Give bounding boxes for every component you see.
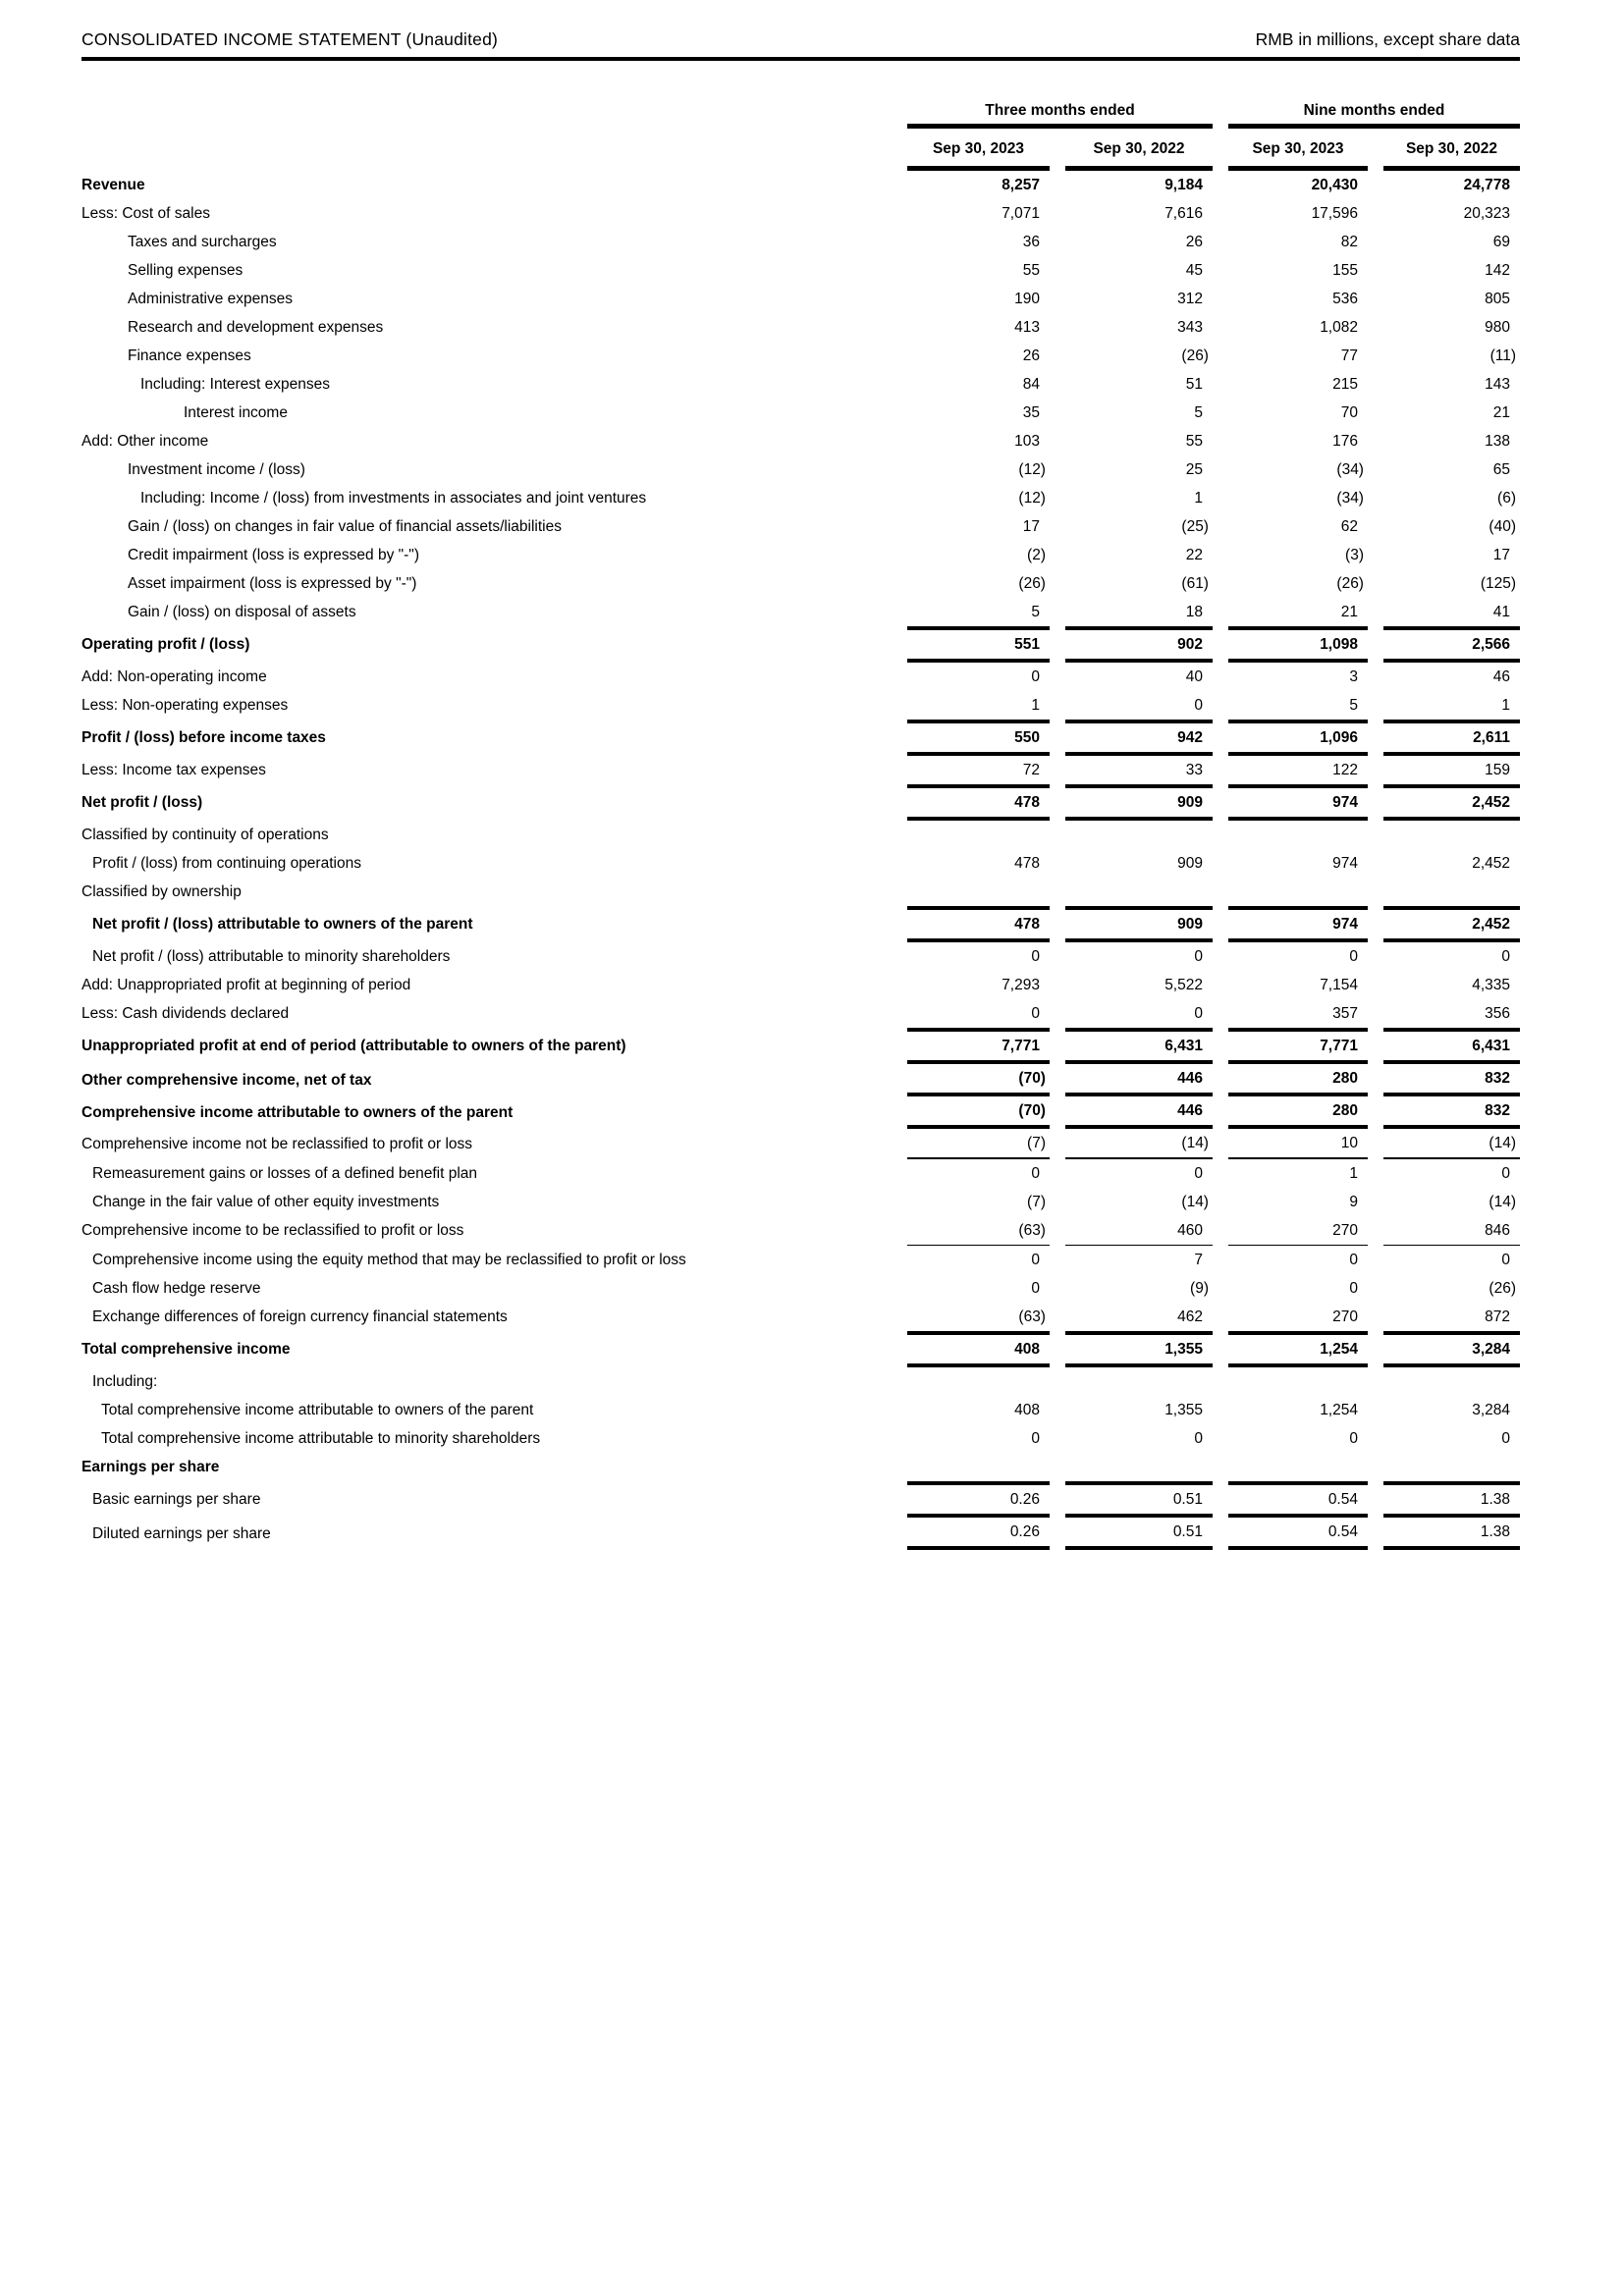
value-cell: 0: [1194, 1429, 1203, 1447]
value-cell: 872: [1485, 1308, 1510, 1325]
table-row: [81, 399, 1520, 427]
value-cell: 65: [1492, 460, 1510, 478]
value-cell: 35: [1022, 403, 1040, 421]
row-label: Total comprehensive income attributable to minority shareholders: [101, 1429, 541, 1447]
value-cell: 7: [1194, 1251, 1203, 1268]
value-cell: 5: [1194, 403, 1203, 421]
column-header-three-months-2023: Sep 30, 2023: [907, 129, 1050, 171]
value-cell: 0: [1501, 1251, 1510, 1268]
value-cell: 408: [1014, 1401, 1040, 1418]
row-label: Less: Non-operating expenses: [81, 696, 289, 714]
value-cell: 21: [1340, 603, 1358, 620]
value-cell: (26): [1336, 574, 1364, 592]
row-label: Credit impairment (loss is expressed by "-"): [128, 546, 419, 563]
value-cell: 413: [1014, 318, 1040, 336]
value-cell: 33: [1185, 761, 1203, 778]
value-cell: 909: [1065, 784, 1213, 821]
value-cell: (26): [1181, 347, 1209, 364]
table-row: [81, 942, 1520, 971]
table-row: [81, 1396, 1520, 1424]
value-cell: 832: [1383, 1096, 1520, 1129]
value-cell: 72: [1022, 761, 1040, 778]
table-row: [81, 1188, 1520, 1216]
value-cell: (9): [1190, 1279, 1209, 1297]
table-row: [81, 1216, 1520, 1246]
row-label: Selling expenses: [128, 261, 244, 279]
value-cell: 82: [1340, 233, 1358, 250]
value-cell: 980: [1485, 318, 1510, 336]
column-header-nine-months-2023: Sep 30, 2023: [1228, 129, 1368, 171]
row-label: Including: Interest expenses: [140, 375, 331, 393]
income-statement-table-wrap: [66, 94, 1536, 1550]
value-cell: 155: [1332, 261, 1358, 279]
value-cell: 3,284: [1472, 1401, 1510, 1418]
value-cell: 942: [1065, 720, 1213, 756]
value-cell: 122: [1332, 761, 1358, 778]
row-label: Including: Income / (loss) from investments in associates and joint ventures: [140, 489, 647, 507]
value-cell: 138: [1485, 432, 1510, 450]
row-label: Taxes and surcharges: [128, 233, 277, 250]
row-label: Comprehensive income not be reclassified to profit or loss: [81, 1135, 473, 1152]
value-cell: 7,154: [1320, 976, 1358, 993]
value-cell: 1.38: [1383, 1518, 1520, 1550]
value-cell: 408: [907, 1331, 1050, 1367]
value-cell: [1065, 878, 1213, 906]
value-cell: 7,616: [1164, 204, 1203, 222]
value-cell: 7,771: [907, 1028, 1050, 1064]
value-cell: 24,778: [1463, 176, 1510, 193]
row-label: Add: Non-operating income: [81, 667, 267, 685]
value-cell: 1.38: [1383, 1481, 1520, 1518]
row-label: Revenue: [81, 176, 145, 193]
row-label: Gain / (loss) on changes in fair value of financial assets/liabilities: [128, 517, 562, 535]
value-cell: 176: [1332, 432, 1358, 450]
row-label: Profit / (loss) before income taxes: [81, 728, 326, 746]
value-cell: 4,335: [1472, 976, 1510, 993]
column-header-row: [81, 129, 1520, 171]
empty-corner-cell: [81, 94, 892, 129]
row-label: Basic earnings per share: [92, 1490, 261, 1508]
table-row: [81, 784, 1520, 821]
table-row: [81, 971, 1520, 999]
value-cell: (3): [1345, 546, 1364, 563]
row-label: Less: Cash dividends declared: [81, 1004, 290, 1022]
value-cell: 1,355: [1164, 1401, 1203, 1418]
value-cell: 70: [1340, 403, 1358, 421]
value-cell: 0.51: [1065, 1481, 1213, 1518]
row-label: Net profit / (loss) attributable to minority shareholders: [92, 947, 451, 965]
table-row: [81, 756, 1520, 784]
column-header-three-months-2022: Sep 30, 2022: [1065, 129, 1213, 171]
value-cell: 0: [1501, 947, 1510, 965]
value-cell: 9,184: [1164, 176, 1203, 193]
value-cell: 270: [1332, 1308, 1358, 1325]
row-label: Earnings per share: [81, 1458, 220, 1475]
value-cell: (70): [907, 1064, 1050, 1096]
value-cell: 2,452: [1383, 784, 1520, 821]
value-cell: 462: [1177, 1308, 1203, 1325]
value-cell: 0: [1501, 1164, 1510, 1182]
value-cell: 0: [1031, 1251, 1040, 1268]
value-cell: [907, 821, 1050, 849]
table-row: [81, 1367, 1520, 1396]
value-cell: 446: [1065, 1064, 1213, 1096]
table-row: [81, 1159, 1520, 1188]
value-cell: 3: [1349, 667, 1358, 685]
table-row: [81, 1481, 1520, 1518]
table-row: [81, 512, 1520, 541]
value-cell: 55: [1185, 432, 1203, 450]
value-cell: 0: [1349, 947, 1358, 965]
value-cell: 846: [1383, 1216, 1520, 1246]
value-cell: 1,355: [1065, 1331, 1213, 1367]
value-cell: 0.54: [1228, 1518, 1368, 1550]
value-cell: (34): [1336, 489, 1364, 507]
column-group-row: [81, 94, 1520, 129]
value-cell: 21: [1492, 403, 1510, 421]
value-cell: (7): [907, 1129, 1050, 1159]
value-cell: 18: [1185, 603, 1203, 620]
table-row: [81, 720, 1520, 756]
table-row: [81, 1028, 1520, 1064]
row-label: Comprehensive income attributable to owners of the parent: [81, 1103, 514, 1121]
row-label: Classified by ownership: [81, 882, 242, 900]
table-row: [81, 569, 1520, 598]
value-cell: [1383, 1453, 1520, 1481]
value-cell: 0.51: [1065, 1518, 1213, 1550]
value-cell: [1383, 1367, 1520, 1396]
value-cell: 280: [1228, 1064, 1368, 1096]
value-cell: 5,522: [1164, 976, 1203, 993]
value-cell: 909: [1065, 906, 1213, 942]
value-cell: 7,071: [1001, 204, 1040, 222]
value-cell: 17: [1492, 546, 1510, 563]
value-cell: [1383, 878, 1520, 906]
column-header-nine-months-2022: Sep 30, 2022: [1383, 129, 1520, 171]
value-cell: 1: [1501, 696, 1510, 714]
row-label: Research and development expenses: [128, 318, 384, 336]
value-cell: 20,323: [1463, 204, 1510, 222]
value-cell: 0: [1194, 1004, 1203, 1022]
value-cell: 6,431: [1065, 1028, 1213, 1064]
value-cell: 22: [1185, 546, 1203, 563]
value-cell: 7,293: [1001, 976, 1040, 993]
table-row: [81, 878, 1520, 906]
row-label: Operating profit / (loss): [81, 635, 250, 653]
value-cell: 17,596: [1311, 204, 1358, 222]
value-cell: 5: [1349, 696, 1358, 714]
value-cell: 142: [1485, 261, 1510, 279]
value-cell: 0: [1031, 667, 1040, 685]
value-cell: (63): [907, 1216, 1050, 1246]
value-cell: 143: [1485, 375, 1510, 393]
value-cell: 974: [1332, 854, 1358, 872]
value-cell: (26): [1018, 574, 1046, 592]
value-cell: 40: [1185, 667, 1203, 685]
value-cell: 2,566: [1383, 626, 1520, 663]
row-label: Administrative expenses: [128, 290, 293, 307]
value-cell: 974: [1228, 906, 1368, 942]
units-note: RMB in millions, except share data: [1255, 29, 1520, 49]
table-row: [81, 849, 1520, 878]
value-cell: 1,096: [1228, 720, 1368, 756]
value-cell: [1228, 821, 1368, 849]
value-cell: 10: [1228, 1129, 1368, 1159]
row-label: Add: Unappropriated profit at beginning of period: [81, 976, 411, 993]
table-row: [81, 541, 1520, 569]
table-row: [81, 663, 1520, 691]
value-cell: [1383, 821, 1520, 849]
row-label: Gain / (loss) on disposal of assets: [128, 603, 356, 620]
row-label: Add: Other income: [81, 432, 209, 450]
row-label: Diluted earnings per share: [92, 1524, 271, 1542]
value-cell: 0: [1194, 1164, 1203, 1182]
value-cell: 0: [1194, 947, 1203, 965]
value-cell: 909: [1177, 854, 1203, 872]
value-cell: 536: [1332, 290, 1358, 307]
row-label: Interest income: [184, 403, 288, 421]
value-cell: 805: [1485, 290, 1510, 307]
value-cell: 7,771: [1228, 1028, 1368, 1064]
value-cell: 2,452: [1472, 854, 1510, 872]
row-label: Other comprehensive income, net of tax: [81, 1071, 372, 1089]
value-cell: 0: [1031, 1004, 1040, 1022]
value-cell: (26): [1489, 1279, 1516, 1297]
row-label: Net profit / (loss) attributable to owners of the parent: [92, 915, 473, 933]
value-cell: 280: [1228, 1096, 1368, 1129]
value-cell: 0: [1501, 1429, 1510, 1447]
value-cell: 46: [1492, 667, 1510, 685]
table-row: [81, 285, 1520, 313]
table-row: [81, 171, 1520, 199]
value-cell: 551: [907, 626, 1050, 663]
value-cell: 77: [1340, 347, 1358, 364]
value-cell: 1: [1031, 696, 1040, 714]
value-cell: 0: [1349, 1251, 1358, 1268]
value-cell: 20,430: [1311, 176, 1358, 193]
row-label: Total comprehensive income attributable to owners of the parent: [101, 1401, 534, 1418]
value-cell: 45: [1185, 261, 1203, 279]
row-label: Unappropriated profit at end of period (attributable to owners of the parent): [81, 1037, 626, 1054]
table-row: [81, 906, 1520, 942]
table-row: [81, 626, 1520, 663]
value-cell: 0: [1349, 1429, 1358, 1447]
table-row: [81, 342, 1520, 370]
table-row: [81, 1453, 1520, 1481]
row-label: Including:: [92, 1372, 158, 1390]
value-cell: 1,254: [1320, 1401, 1358, 1418]
table-row: [81, 821, 1520, 849]
value-cell: [1065, 1367, 1213, 1396]
value-cell: [907, 1367, 1050, 1396]
value-cell: 0: [1031, 1279, 1040, 1297]
row-label: Comprehensive income to be reclassified to profit or loss: [81, 1222, 464, 1239]
column-group-nine-months: Nine months ended: [1228, 94, 1520, 129]
value-cell: 270: [1228, 1216, 1368, 1246]
value-cell: 84: [1022, 375, 1040, 393]
table-row: [81, 1331, 1520, 1367]
row-label: Finance expenses: [128, 347, 251, 364]
table-row: [81, 370, 1520, 399]
row-label: Total comprehensive income: [81, 1340, 291, 1358]
page-title: CONSOLIDATED INCOME STATEMENT (Unaudited): [81, 29, 499, 49]
value-cell: 974: [1228, 784, 1368, 821]
value-cell: 103: [1014, 432, 1040, 450]
value-cell: 159: [1485, 761, 1510, 778]
table-row: [81, 427, 1520, 455]
value-cell: [1228, 1367, 1368, 1396]
value-cell: 1,082: [1320, 318, 1358, 336]
table-row: [81, 1518, 1520, 1550]
value-cell: (125): [1480, 574, 1516, 592]
row-label: Asset impairment (loss is expressed by "-"): [128, 574, 417, 592]
value-cell: 26: [1022, 347, 1040, 364]
value-cell: 0: [1349, 1279, 1358, 1297]
table-row: [81, 199, 1520, 228]
table-row: [81, 1064, 1520, 1096]
value-cell: 312: [1177, 290, 1203, 307]
value-cell: (7): [1027, 1193, 1046, 1210]
table-row: [81, 455, 1520, 484]
table-row: [81, 1129, 1520, 1159]
row-label: Comprehensive income using the equity method that may be reclassified to profit or loss: [92, 1251, 686, 1268]
row-label: Change in the fair value of other equity investments: [92, 1193, 440, 1210]
table-row: [81, 1424, 1520, 1453]
value-cell: 25: [1185, 460, 1203, 478]
value-cell: (70): [907, 1096, 1050, 1129]
value-cell: 0.26: [907, 1518, 1050, 1550]
value-cell: 1,254: [1228, 1331, 1368, 1367]
table-row: [81, 598, 1520, 626]
value-cell: 357: [1332, 1004, 1358, 1022]
table-row: [81, 1246, 1520, 1274]
value-cell: 1: [1349, 1164, 1358, 1182]
value-cell: 478: [907, 906, 1050, 942]
value-cell: 2,452: [1383, 906, 1520, 942]
value-cell: 478: [907, 784, 1050, 821]
value-cell: (14): [1065, 1129, 1213, 1159]
value-cell: 9: [1349, 1193, 1358, 1210]
table-row: [81, 1303, 1520, 1331]
value-cell: [907, 878, 1050, 906]
value-cell: 0: [1031, 947, 1040, 965]
row-label: Remeasurement gains or losses of a defined benefit plan: [92, 1164, 478, 1182]
value-cell: (14): [1383, 1129, 1520, 1159]
value-cell: 8,257: [1001, 176, 1040, 193]
row-label: Exchange differences of foreign currency financial statements: [92, 1308, 508, 1325]
value-cell: [1065, 821, 1213, 849]
value-cell: 26: [1185, 233, 1203, 250]
value-cell: 902: [1065, 626, 1213, 663]
value-cell: 69: [1492, 233, 1510, 250]
row-label: Less: Income tax expenses: [81, 761, 266, 778]
value-cell: 51: [1185, 375, 1203, 393]
value-cell: 478: [1014, 854, 1040, 872]
row-label: Net profit / (loss): [81, 793, 203, 811]
table-row: [81, 691, 1520, 720]
document-header: [81, 29, 1520, 61]
value-cell: 55: [1022, 261, 1040, 279]
table-row: [81, 256, 1520, 285]
row-label: Profit / (loss) from continuing operations: [92, 854, 361, 872]
row-label: Classified by continuity of operations: [81, 826, 329, 843]
empty-corner-cell: [81, 129, 892, 171]
value-cell: 17: [1022, 517, 1040, 535]
table-row: [81, 313, 1520, 342]
value-cell: 343: [1177, 318, 1203, 336]
value-cell: 446: [1065, 1096, 1213, 1129]
value-cell: (14): [1181, 1193, 1209, 1210]
value-cell: 0: [1031, 1164, 1040, 1182]
value-cell: (25): [1181, 517, 1209, 535]
value-cell: 356: [1485, 1004, 1510, 1022]
value-cell: [1228, 878, 1368, 906]
row-label: Cash flow hedge reserve: [92, 1279, 261, 1297]
value-cell: 2,611: [1383, 720, 1520, 756]
value-cell: (34): [1336, 460, 1364, 478]
value-cell: 41: [1492, 603, 1510, 620]
column-group-three-months: Three months ended: [907, 94, 1213, 129]
value-cell: 0.54: [1228, 1481, 1368, 1518]
value-cell: 0.26: [907, 1481, 1050, 1518]
value-cell: 1: [1194, 489, 1203, 507]
value-cell: 6,431: [1383, 1028, 1520, 1064]
value-cell: (11): [1489, 347, 1516, 364]
value-cell: 190: [1014, 290, 1040, 307]
table-row: [81, 484, 1520, 512]
table-row: [81, 999, 1520, 1028]
value-cell: (12): [1018, 460, 1046, 478]
value-cell: (14): [1489, 1193, 1516, 1210]
value-cell: 62: [1340, 517, 1358, 535]
value-cell: 215: [1332, 375, 1358, 393]
value-cell: [907, 1453, 1050, 1481]
row-label: Less: Cost of sales: [81, 204, 210, 222]
value-cell: 832: [1383, 1064, 1520, 1096]
table-row: [81, 1274, 1520, 1303]
value-cell: 550: [907, 720, 1050, 756]
value-cell: (2): [1027, 546, 1046, 563]
row-label: Investment income / (loss): [128, 460, 305, 478]
value-cell: [1228, 1453, 1368, 1481]
value-cell: (12): [1018, 489, 1046, 507]
value-cell: 3,284: [1383, 1331, 1520, 1367]
value-cell: 5: [1031, 603, 1040, 620]
value-cell: 0: [1194, 696, 1203, 714]
income-statement-table: [66, 94, 1536, 1550]
value-cell: 1,098: [1228, 626, 1368, 663]
value-cell: 36: [1022, 233, 1040, 250]
value-cell: 0: [1031, 1429, 1040, 1447]
value-cell: (6): [1497, 489, 1516, 507]
value-cell: 460: [1065, 1216, 1213, 1246]
value-cell: (63): [1018, 1308, 1046, 1325]
value-cell: [1065, 1453, 1213, 1481]
value-cell: (61): [1181, 574, 1209, 592]
table-row: [81, 228, 1520, 256]
value-cell: (40): [1489, 517, 1516, 535]
table-row: [81, 1096, 1520, 1129]
